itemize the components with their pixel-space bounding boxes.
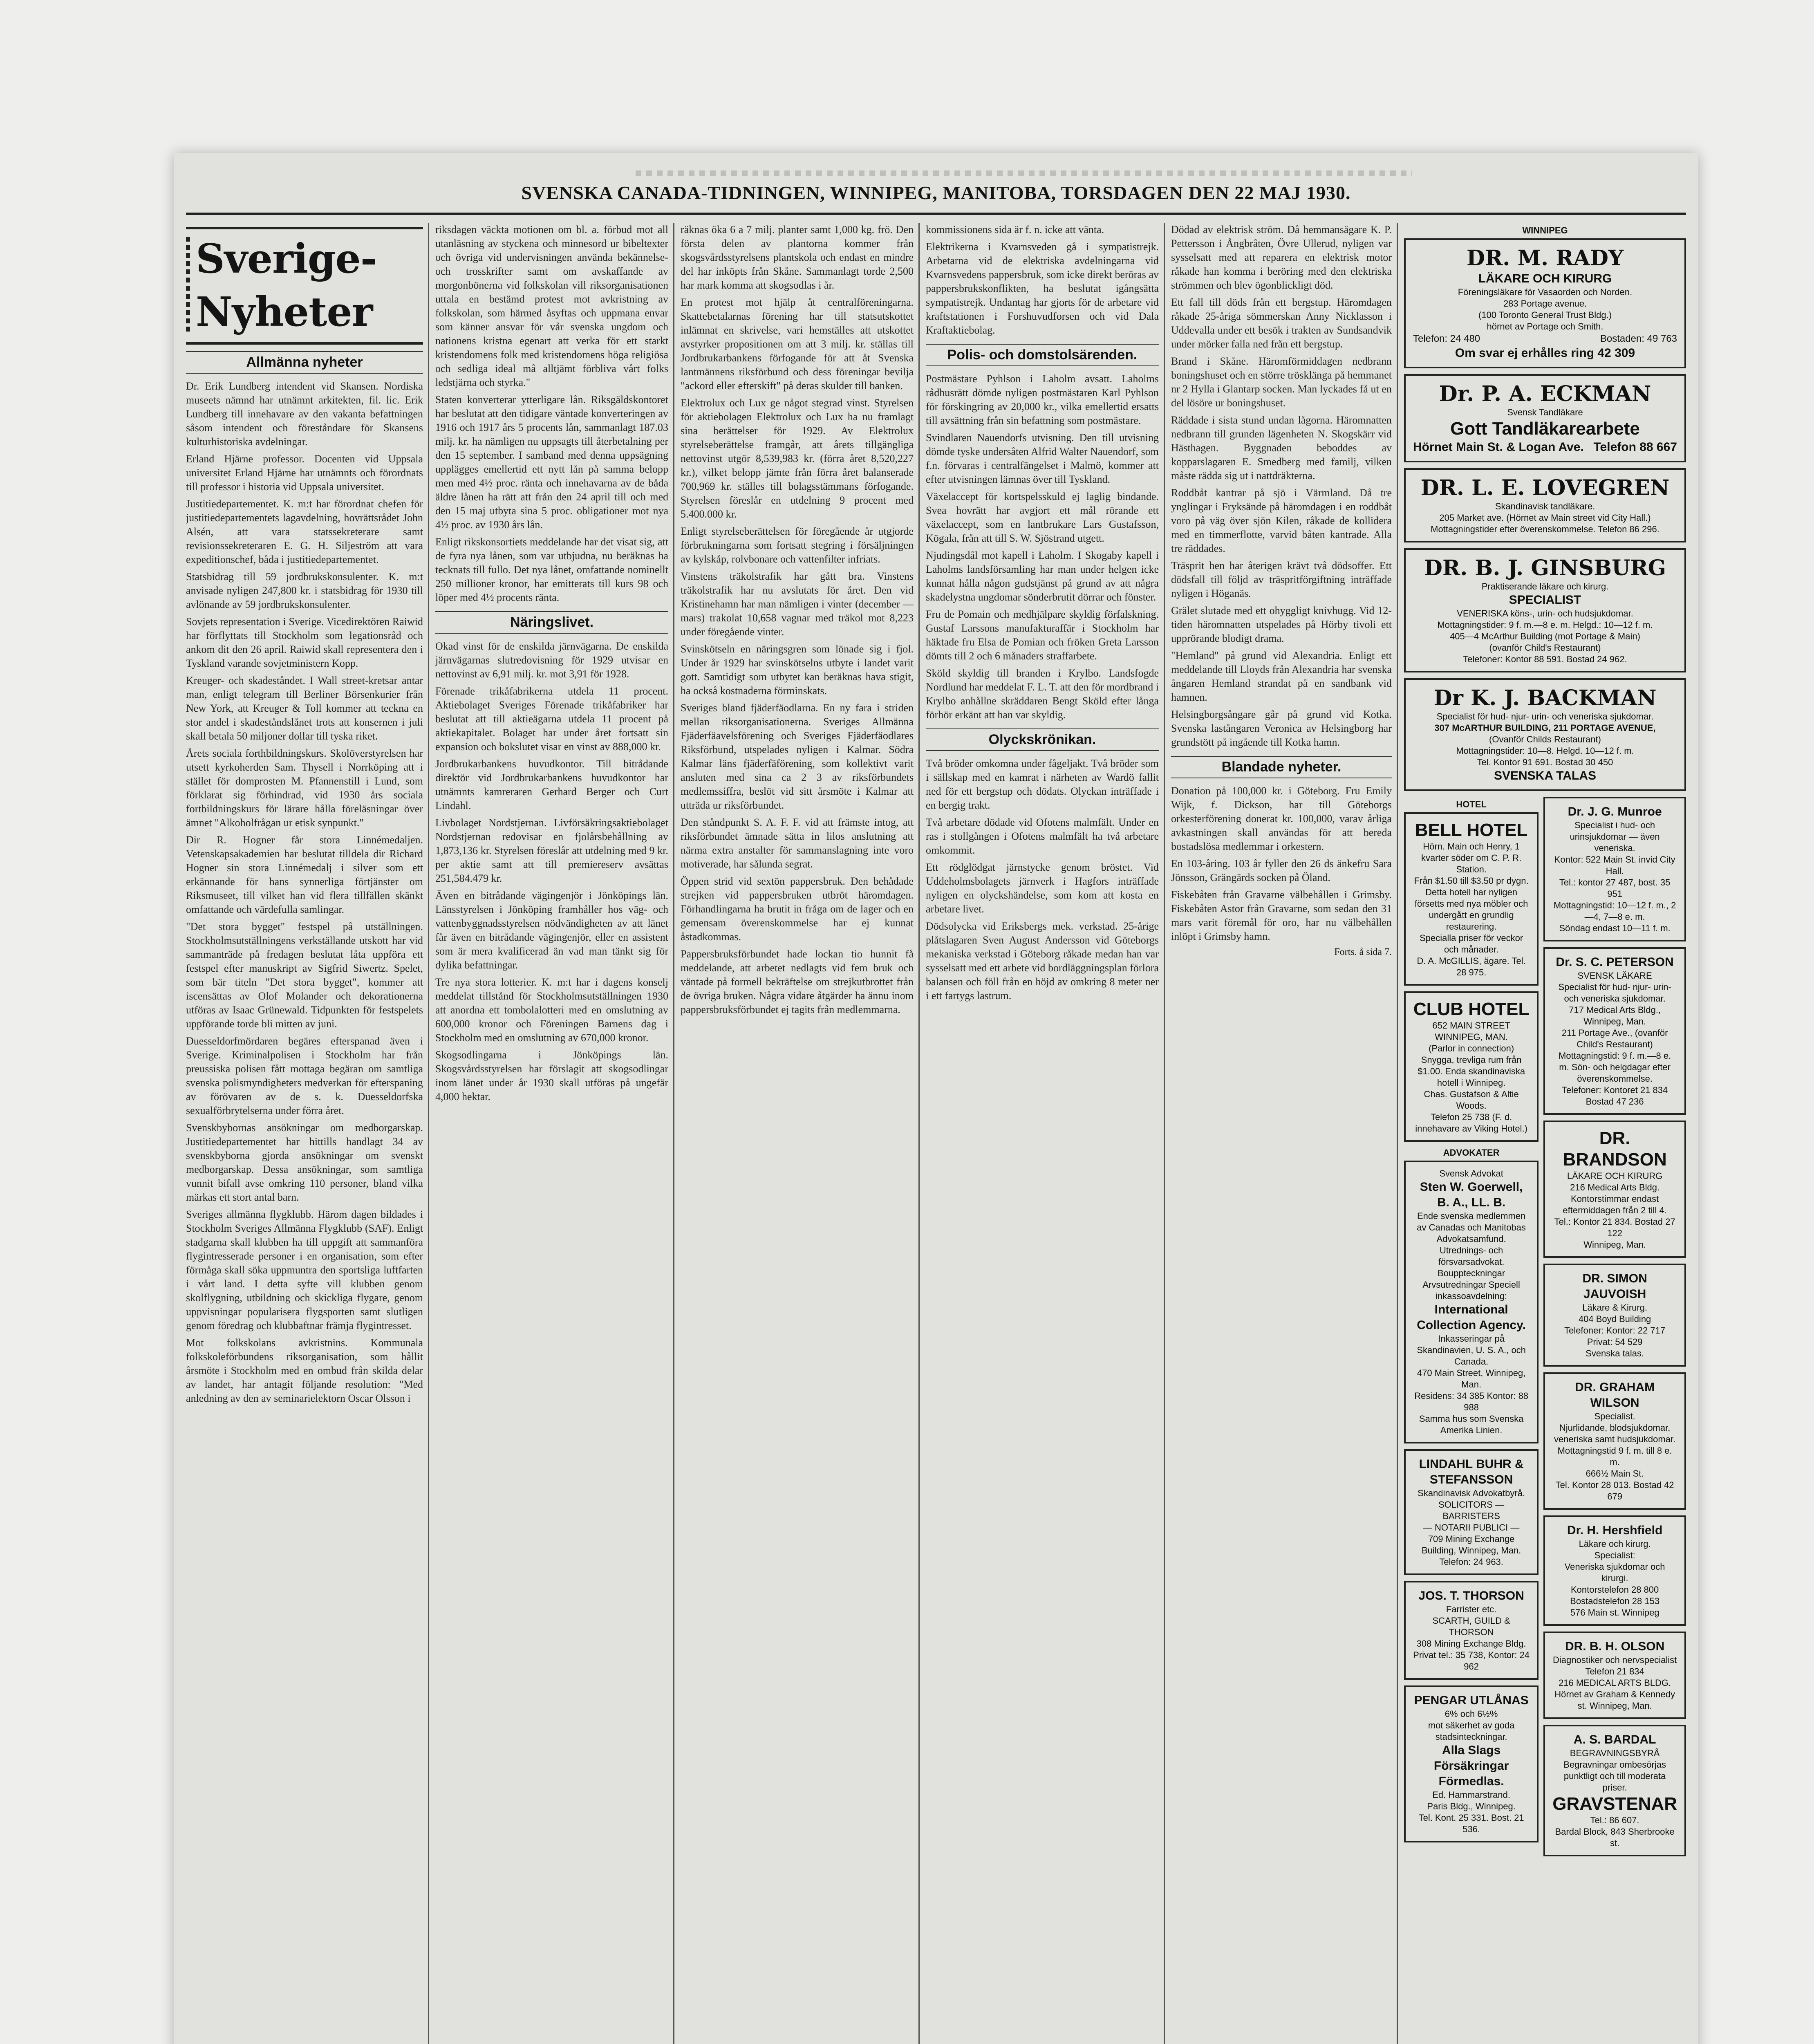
section-banner: Sverige-Nyheter xyxy=(186,227,423,345)
ad-headline: International Collection Agency. xyxy=(1417,1303,1526,1332)
ad-phone: Bostadstelefon 28 153 xyxy=(1570,1596,1660,1606)
ad-hershfield xyxy=(1543,1515,1686,1626)
ad-text: 6% och 6½% xyxy=(1444,1709,1498,1719)
ad-phone: Bostaden: 49 763 xyxy=(1600,333,1677,344)
article-paragraph: Njudingsdål mot kapell i Laholm. I Skogaby kapell i Laholms landsförsamling har man under helgen icke kunnat hålla någon gudstjänst på grund av att några skadelystna ungdomar sönderbrutit dörrar och fönster. xyxy=(926,549,1159,603)
article-paragraph: Svenskbybornas ansökningar om medborgarskap. Justitiedepartementet har hittills handlagt 34 av svenskbyborna gjorda ansökningar om svenskt medborgarskap. Dessa ansökningar, som samtliga vunnit bifall avse omkring 110 personer, bland vilka märkas ett stort antal barn. xyxy=(186,1122,423,1203)
article-paragraph: Växelaccept för kortspelsskuld ej laglig bindande. Svea hovrätt har avgjort ett mål rörande ett växelaccept, som en lantbrukare Lars Gustafsson, Kögala, från att till S. W. Sjöstrand utgett. xyxy=(926,491,1159,544)
section-heading: Olyckskrönikan. xyxy=(926,728,1159,751)
ad-eckman xyxy=(1404,374,1686,462)
ad-text: 283 Portage avenue. xyxy=(1503,298,1587,309)
article-paragraph: Donation på 100,000 kr. i Göteborg. Fru Emily Wijk, f. Dickson, har till Göteborgs orkesterförening donerat kr. 100,000, varav årliga avkastningen skall användas för att bereda bostadslösa medlemmar i orkestern. xyxy=(1171,785,1392,852)
ad-text: Ende svenska medlemmen av Canadas och Manitobas Advokatsamfund. xyxy=(1417,1211,1526,1244)
ad-address: 709 Mining Exchange Building, Winnipeg, Man. xyxy=(1421,1534,1521,1555)
ads-category-label: ADVOKATER xyxy=(1443,1148,1500,1158)
column-divider xyxy=(918,223,920,2044)
article-paragraph: Postmästare Pyhlson i Laholm avsatt. Laholms rådhusrätt dömde nyligen postmästaren Karl Pyhlson för förskingring av 20,000 kr., vilka emellertid ersatts till avsättning från sin befattning som postmästare. xyxy=(926,373,1159,426)
ad-club-hotel xyxy=(1404,991,1539,1142)
article-paragraph: Två arbetare dödade vid Ofotens malmfält. Under en ras i stollgången i Ofotens malmfält ha två arbetare omkommit. xyxy=(926,816,1159,856)
article-paragraph: Dödad av elektrisk ström. Då hemmansägare K. P. Pettersson i Ångbråten, Övre Ullerud, nyligen var sysselsatt med att reparera en elektrisk motor råkade han komma i beröring med den elektriska strömmen och blev ögonblickligt död. xyxy=(1171,224,1392,291)
ads-region-label: WINNIPEG xyxy=(1522,225,1568,235)
ad-address: 216 Medical Arts Bldg. xyxy=(1570,1182,1660,1192)
column-2 xyxy=(435,223,668,2044)
ad-name: Dr. J. G. Munroe xyxy=(1568,805,1662,818)
article-paragraph: Justitiedepartementet. K. m:t har förordnat chefen för justitiedepartementets lagavdelning, hovrättsrådet John Alsén, att vara statssekreterare samt revisionssekreteraren E. G. H. Siljeström att vara expeditionschef, båda i justitiedepartementet. xyxy=(186,498,423,565)
ad-address: 308 Mining Exchange Bldg. xyxy=(1416,1638,1526,1649)
ad-address: 404 Boyd Building xyxy=(1578,1314,1651,1324)
ad-name: DR. SIMON JAUVOISH xyxy=(1582,1272,1647,1301)
ad-rady xyxy=(1404,238,1686,368)
article-paragraph: räknas öka 6 a 7 milj. planter samt 1,000 kg. frö. Den första delen av plantorna kommer från skogsvårdsstyrelsens plantskola och endast en mindre del har inköpts från Skåne. Sammanlagt torde 2,500 har mark komma att skogsodlas i år. xyxy=(681,224,914,291)
ad-phone: Telefon: 24 963. xyxy=(1439,1557,1503,1567)
ad-address: 666½ Main St. xyxy=(1586,1468,1644,1479)
ads-right-subcolumn xyxy=(1543,797,1686,1862)
ad-text: Mottagningstider: 9 f. m.—8 e. m. Helgd.: 10—12 f. m. xyxy=(1437,620,1653,630)
article-paragraph: Ett fall till döds från ett bergstup. Häromdagen råkade 25-åriga sömmerskan Anny Nicklasson i Uddevalla under ett besök i trakten av Sundsandvik under mörker falla ned från ett bergstup. xyxy=(1171,296,1392,350)
article-paragraph: Roddbåt kantrar på sjö i Värmland. Då tre ynglingar i Fryksände på häromdagen i en roddbåt voro på väg över sjön Kilen, råkade de kollidera med en timmerflotte, varvid båten kantrade. Alla tre räddades. xyxy=(1171,487,1392,554)
ad-text: SOLICITORS — BARRISTERS xyxy=(1438,1499,1505,1521)
ad-text: (100 Toronto General Trust Bldg.) xyxy=(1478,310,1612,320)
ad-subtitle: Svensk Advokat xyxy=(1439,1168,1503,1179)
ad-phone: Telefon: 24 480 xyxy=(1413,333,1480,344)
ad-address: Hörnet av Graham & Kennedy st. Winnipeg, Man. xyxy=(1554,1689,1675,1711)
column-divider xyxy=(1397,223,1398,2044)
ad-text: Specialist för hud- njur- urin- och veneriska sjukdomar. xyxy=(1436,711,1654,722)
ad-headline: Alla Slags Försäkringar Förmedlas. xyxy=(1433,1744,1509,1788)
article-paragraph: Fiskebåten från Gravarne välbehållen i Grimsby. Fiskebåten Astor från Gravarne, som sedan den 31 mars varit föremål för oro, har nu välbehållen inlöpt i Grimsby hamn. xyxy=(1171,889,1392,942)
masthead xyxy=(186,166,1686,215)
ad-phone: Telefon 25 738 (F. d. innehavare av Viking Hotel.) xyxy=(1415,1112,1527,1134)
ad-text: — NOTARII PUBLICI — xyxy=(1423,1522,1520,1533)
ad-address: 652 MAIN STREET WINNIPEG, MAN. xyxy=(1432,1020,1510,1042)
ad-phone: Privat tel.: 35 738, Kontor: 24 962 xyxy=(1413,1650,1530,1672)
masthead-title: SVENSKA CANADA-TIDNINGEN, WINNIPEG, MANITOBA, TORSDAGEN DEN 22 MAJ 1930. xyxy=(521,182,1351,203)
ad-subtitle: Skandinavisk Advokatbyrå. xyxy=(1418,1488,1525,1498)
article-paragraph: Staten konverterar ytterligare lån. Riksgäldskontoret har beslutat att den tidigare väntade konverteringen av 1916 och 1917 års 5 procents lån, sammanlagt 187.03 milj. kr. ha nämligen nu uppsagts till återbetalning per den 15 september. I samband med denna uppsägning upplägges emellertid ett nytt lån på samma belopp men med 4½ proc. ränta och innehavarna av de båda äldre lånen ha rätt att från den 24 april till och med den 15 maj utbyta sina 5 proc. obligationer mot nya 4½ proc. av 1930 års lån. xyxy=(435,394,668,531)
ad-phone: Tel.: 86 607. xyxy=(1590,1815,1639,1825)
article-paragraph: Dr. Erik Lundberg intendent vid Skansen. Nordiska museets nämnd har utnämnt arkitekten, fil. lic. Erik Lundberg till innehavare av den vakanta befattningen såsom intendent och föreståndare för Skansens kulturhistoriska avdelningar. xyxy=(186,380,423,448)
article-paragraph: "Det stora bygget" festspel på utställningen. Stockholmsutställningens verkställande utskott har vid sammanträde på fredagen beslutat låta uppföra ett festspel efter manuskript av Sigfrid Siwertz. Spelet, som bär titeln "Det stora bygget", kommer att iscensättas av Olof Molander och dekorationerna utföras av Isaac Grünewald. Tidpunkten för festspelets uppförande torde bli mitten av juni. xyxy=(186,921,423,1030)
ad-hours: Mottagningstid: 9 f. m.—8 e. m. Sön- och helgdagar efter överenskommelse. xyxy=(1559,1051,1671,1084)
ad-pengar xyxy=(1404,1685,1539,1842)
ad-text: VENERISKA köns-, urin- och hudsjukdomar. xyxy=(1457,608,1633,619)
ad-hours: Mottagningstider: 10—8. Helgd. 10—12 f. m. xyxy=(1456,746,1634,756)
ad-text: Från $1.50 till $3.50 pr dygn. Detta hotell har nyligen försetts med nya möbler och undergått en grundlig restaurering. xyxy=(1414,876,1529,932)
ad-lindahl xyxy=(1404,1449,1539,1575)
ad-olson xyxy=(1543,1632,1686,1719)
ad-headline: SPECIALIST xyxy=(1509,593,1581,607)
article-paragraph: Statsbidrag till 59 jordbrukskonsulenter. K. m:t anvisade nyligen 247,800 kr. i statsbidrag för 1930 till avlönande av 59 jordbrukskonsulenter. xyxy=(186,571,423,610)
column-3 xyxy=(681,223,914,2044)
article-paragraph: "Hemland" på grund vid Alexandria. Enligt ett meddelande till Lloyds från Alexandria har svenska ångaren Hemland strandat på en sandbank vid hamnen. xyxy=(1171,650,1392,703)
article-paragraph: Elektrolux och Lux ge något stegrad vinst. Styrelsen för aktiebolagen Elektrolux och Lux ha nu framlagt sina berättelser för 1929. Av Elektrolux styrelseberättelse framgår, att årets tillgängliga nettovinst utgör 8,539,983 kr. (förra året 8,520,227 kr.), vilket belopp jämte från förra året balanserade 700,969 kr. ställes till bolagsstämmans förfogande. Styrelsen föreslår en utdelning 9 procent med 5.400.000 kr. xyxy=(681,397,914,520)
ad-text: Utrednings- och försvarsadvokat. Bouppteckningar Arvsutredningar Speciell inkassoavdelning: xyxy=(1422,1245,1520,1301)
ad-name: DR. M. RADY xyxy=(1466,246,1624,271)
ad-phone: Residens: 34 385 Kontor: 88 988 xyxy=(1414,1391,1529,1412)
ad-subtitle: LÄKARE OCH KIRURG xyxy=(1478,272,1612,285)
ad-address: 717 Medical Arts Bldg., Winnipeg, Man. xyxy=(1569,1005,1661,1026)
ad-name: A. S. BARDAL xyxy=(1573,1733,1656,1746)
ad-subtitle: Skandinavisk tandläkare. xyxy=(1495,501,1595,511)
article-paragraph: Dir R. Hogner får stora Linnémedaljen. Vetenskapsakademien har beslutat tilldela dir Richard Hogner sin stora Linnémedalj i silver som ett erkännande för hans synnerliga förtjänster om Riksmuseet, till vilket han vid flera tillfällen skänkt omfattande och värdefulla samlingar. xyxy=(186,834,423,915)
ad-phone: Tel. Kontor 28 013. Bostad 42 679 xyxy=(1555,1480,1674,1502)
article-paragraph: Mot folkskolans avkristnins. Kommunala folkskoleförbundens riksorganisation, som hållit årsmöte i Stockholm med en ombud från skilda delar av landet, har antagit följande resolution: "Med anledning av den av seminarielektorn Oscar Olsson i xyxy=(186,1337,423,1404)
ad-subtitle: Specialist i hud- och urinsjukdomar — även veneriska. xyxy=(1570,820,1660,853)
ad-phone: Telefon 21 834 xyxy=(1585,1666,1644,1676)
ad-bardal xyxy=(1543,1725,1686,1856)
ad-phone: Telefoner: Kontor 88 591. Bostad 24 962. xyxy=(1463,654,1627,664)
ad-text: SCARTH, GUILD & THORSON xyxy=(1432,1616,1510,1637)
ad-text: Chas. Gustafson & Altie Woods. xyxy=(1424,1089,1519,1111)
article-paragraph: Förenade trikåfabrikerna utdela 11 procent. Aktiebolaget Sveriges Förenade trikåfabriker har beslutat att till aktieägarna utdela 11 procent på aktiekapitalet. Bolaget har under året fortsatt sin expansion och bokslutet visar en vinst av 888,000 kr. xyxy=(435,685,668,753)
article-paragraph: Även en bitrådande vägingenjör i Jönköpings län. Länsstyrelsen i Jönköping framhåller hos väg- och vattenbyggnadsstyrelsen nödvändigheten av att länet får även en bitrådande vägingenjör, eller en assistent som är mera kvalificerad än vad man tänkt sig för dylika befattningar. xyxy=(435,890,668,971)
section-heading: Näringslivet. xyxy=(435,611,668,634)
ad-hours: Söndag endast 10—11 f. m. xyxy=(1559,923,1671,933)
ad-phone: Telefoner: Kontoret 21 834 Bostad 47 236 xyxy=(1561,1085,1668,1107)
article-paragraph: Träsprit hen har återigen krävt två dödsoffer. Ett dödsfall till följd av träspritförgiftning inträffade nyligen i Höganäs. xyxy=(1171,560,1392,599)
ad-name: Sten W. Goerwell, B. A., LL. B. xyxy=(1420,1180,1523,1209)
article-paragraph: Brand i Skåne. Häromförmiddagen nedbrann boningshuset och en större trösklänga på hemmanet nr 2 Hylla i Glantarp socken. Man lyckades få ut en del lösöre ur boningshuset. xyxy=(1171,355,1392,409)
ad-owner: D. A. McGILLIS, ägare. Tel. 28 975. xyxy=(1417,956,1526,977)
column-5 xyxy=(1171,223,1392,2044)
column-1 xyxy=(186,223,423,2044)
ad-text: hörnet av Portage och Smith. xyxy=(1487,321,1603,332)
article-paragraph: Öppen strid vid sextön pappersbruk. Den behådade strejken vid pappersbruken utbröt häromdagen. Förhandlingarna ha brutit in fråga om de lager och en gemensam överenskommelse har ej kunnat åstadkommas. xyxy=(681,875,914,943)
ad-subtitle: SVENSK LÄKARE xyxy=(1577,970,1652,981)
ad-address: 307 McARTHUR BUILDING, 211 PORTAGE AVENUE, xyxy=(1434,723,1656,733)
ad-text: (Ovanför Childs Restaurant) xyxy=(1489,734,1601,744)
ad-address-row xyxy=(1413,439,1677,455)
ad-text: Farrister etc. xyxy=(1446,1604,1497,1614)
ad-text: mot säkerhet av goda stadsinteckningar. xyxy=(1428,1720,1515,1742)
article-paragraph: Erland Hjärne professor. Docenten vid Uppsala universitet Erland Hjärne har utnämnts och förordnats till professor i historia vid Uppsala universitet. xyxy=(186,453,423,493)
article-paragraph: Enligt rikskonsortiets meddelande har det visat sig, att de fyra nya lånen, som var utbjudna, nu beräknas ha tecknats till fullo. Det nya lånet, omfattande nominellt 250 millioner kronor, har emitterats till kurs 98 och löper med 4½ procents ränta. xyxy=(435,536,668,603)
ad-text: Samma hus som Svenska Amerika Linien. xyxy=(1419,1414,1524,1435)
article-paragraph: Sköld skyldig till branden i Krylbo. Landsfogde Nordlund har meddelat F. L. T. att den för mordbrand i Krylbo anhållne skräddaren Bengt Sköld efter långa förhör erkänt att han var skyldig. xyxy=(926,667,1159,721)
ad-munroe xyxy=(1543,797,1686,941)
ad-text: Snygga, trevliga rum från $1.00. Enda skandinaviska hotell i Winnipeg. xyxy=(1418,1055,1525,1088)
ad-address: Kontor: 522 Main St. invid City Hall. xyxy=(1554,854,1675,876)
ad-text: Föreningsläkare för Vasaorden och Norden. xyxy=(1458,287,1633,297)
article-paragraph: Den ståndpunkt S. A. F. F. vid att främste intog, att riksförbundet ämnade sätta in lilos anslutning att närma extra anstalter för sammanslagning inte voro motiverade, har sålunda segrat. xyxy=(681,816,914,870)
article-paragraph: Dödsolycka vid Eriksbergs mek. verkstad. 25-årige plåtslagaren Sven August Andersson vid Göteborgs mekaniska verkstad i Göteborg råkade medan han var sysselsatt med ett arbete vid bordläggningsplan förlora balansen och föll från en höjd av omkring 8 meter ner i ett fartygs lastrum. xyxy=(926,920,1159,1002)
ad-text: Diagnostiker och nervspecialist xyxy=(1552,1655,1677,1665)
ad-backman xyxy=(1404,678,1686,791)
ad-note: Om svar ej erhålles ring 42 309 xyxy=(1455,346,1635,360)
ad-text: Specialist för hud- njur- urin- och veneriska sjukdomar. xyxy=(1558,982,1671,1004)
ad-name: CLUB HOTEL xyxy=(1413,999,1530,1019)
article-paragraph: Två bröder omkomna under fågeljakt. Två bröder som i sällskap med en kamrat i närheten av Wardö fallit ned för ett bergstup och dödats. Olyckan inträffade i en bergig trakt. xyxy=(926,758,1159,811)
faded-header-strip xyxy=(636,170,1412,176)
article-paragraph: Enligt styrelseberättelsen för föregående år utgjorde förbrukningarna som fortsatt stegring i försäljningen av kylskåp, rolvbonare och vattenfilter infriats. xyxy=(681,525,914,565)
article-paragraph: Ett rödglödgat järnstycke genom bröstet. Vid Uddeholmsbolagets järnverk i Hagfors inträffade nyligen en olyckshändelse, som kom att kosta en arbetare livet. xyxy=(926,861,1159,915)
section-heading: Blandade nyheter. xyxy=(1171,756,1392,778)
article-paragraph: Duesseldorfmördaren begäres efterspanad även i Sverige. Kriminalpolisen i Stockholm har från preussiska polisen fått mottaga begäran om samtliga svenska polismyndigheters medverkan för efterspaning av förövaren av de s. k. Duesseldorfska sexualförbrytelserna under förra året. xyxy=(186,1035,423,1116)
ad-subtitle: Läkare och kirurg. xyxy=(1579,1539,1651,1549)
article-paragraph: Okad vinst för de enskilda järnvägarna. De enskilda järnvägarnas slutredovisning för 1929 utvisar en nettovinst av 6,91 milj. kr. mot 3,91 för 1928. xyxy=(435,640,668,680)
ad-hours: Mottagningstid 9 f. m. till 8 e. m. xyxy=(1557,1446,1672,1467)
ad-subtitle: Läkare & Kirurg. xyxy=(1582,1302,1648,1313)
ad-phone: Tel. Kontor 91 691. Bostad 30 450 xyxy=(1477,757,1613,767)
article-paragraph: Räddade i sista stund undan lågorna. Häromnatten nedbrann till grunden lägenheten N. Skogskärr vid Hästhagen. Byggnaden beboddes av kopparslagaren E. Smedberg med familj, vilken måste rädda sig ut i nattdräkterna. xyxy=(1171,414,1392,482)
ad-text: Winnipeg, Man. xyxy=(1583,1239,1646,1250)
article-paragraph: Skogsodlingarna i Jönköpings län. Skogsvårdsstyrelsen har förslagit att skogsodlingar inom länet under år 1930 skall utföras på ungefär 4,000 hektar. xyxy=(435,1049,668,1103)
ad-note: SVENSKA TALAS xyxy=(1494,769,1597,782)
ad-peterson xyxy=(1543,947,1686,1115)
ad-text: Specialist: xyxy=(1594,1550,1635,1560)
continued-note: Forts. å sida 7. xyxy=(1334,947,1392,957)
ad-name: Dr. S. C. PETERSON xyxy=(1556,955,1674,969)
ad-thorson xyxy=(1404,1581,1539,1680)
article-paragraph: Grälet slutade med ett ohyggligt knivhugg. Vid 12-tiden häromnatten utspelades på Hörby tivoli ett upprörande blodigt drama. xyxy=(1171,605,1392,644)
ad-lovegren xyxy=(1404,468,1686,542)
ad-name: DR. B. H. OLSON xyxy=(1565,1640,1665,1653)
ad-address: Bardal Block, 843 Sherbrooke st. xyxy=(1555,1827,1675,1848)
article-paragraph: Årets sociala forthbildningskurs. Skolöverstyrelsen har utsett kyrkoherden Sam. Thysell i Norrköping att i stället för domprosten M. Pfannenstill i Lund, som förklarat sig förhindrad, vid 1930 års sociala fortbildningskurs för lärare hålla föreläsningar över ämnet "Alkoholfrågan ur etisk synpunkt." xyxy=(186,747,423,829)
article-paragraph: Sovjets representation i Sverige. Vicedirektören Raiwid har förflyttats till Stockholm som legationsråd och ankom dit den 26 april. Raiwid skall representera den i Tyskland varande sovjetministern Kopp. xyxy=(186,616,423,669)
article-paragraph: En protest mot hjälp åt centralföreningarna. Skattebetalarnas förening har till statsutskottet inlämnat en skrivelse, vari hemställes att utskottet avstyrker propositionen om att 3 milj. kr. ställas till Jordbrukarbankens förfogande för att åt Svenska lantmännens riksförbund och dess föreningar bevilja "ackord eller efterskift" på deras skulder till banken. xyxy=(681,296,914,392)
ad-address: Hörnet Main St. & Logan Ave. xyxy=(1413,440,1584,454)
ad-text: (ovanför Child's Restaurant) xyxy=(1489,643,1601,653)
ad-bell-hotel xyxy=(1404,812,1539,986)
ad-owner: Ed. Hammarstrand. xyxy=(1432,1790,1510,1800)
article-paragraph: Vinstens träkolstrafik har gått bra. Vinstens träkolstrafik har nu avslutats för året. Den vid Kristinehamn har man nämligen i vinter (december — mars) trakolat 10,658 vagnar med träkol mot 8,223 under föregående vinter. xyxy=(681,570,914,638)
article-paragraph: Tre nya stora lotterier. K. m:t har i dagens konselj meddelat tillstånd för Stockholmsutställningen 1930 att anordna ett tombolalotteri med en omslutning av 600,000 kronor och Föreningen Barnens dag i Stockholm med en omslutning av 670,000 kronor. xyxy=(435,976,668,1044)
ad-name: JOS. T. THORSON xyxy=(1418,1589,1524,1602)
ads-column xyxy=(1404,223,1686,2044)
ad-name: Dr K. J. BACKMAN xyxy=(1433,686,1657,710)
ad-phone: Tel.: kontor 27 487, bost. 35 951 xyxy=(1559,877,1671,899)
ad-subtitle: LÄKARE OCH KIRURG xyxy=(1567,1171,1663,1181)
ad-address: 470 Main Street, Winnipeg, Man. xyxy=(1417,1368,1526,1390)
article-paragraph: riksdagen väckta motionen om bl. a. förbud mot all utanläsning av styckena och minnesord ur bibeltexter och övriga vid undervisningen använda bekännelse- och trosskrifter samt om avskaffande av morgonbönerna vid folkskolan vill riksorganisationen uttala en bestämd protest mot avkristning av folkskolan, som härmed åsyftas och uppmana envar som känner ansvar för vår svenska ungdom och nationens kristna egenart att verka för ett starkt kristendomens folk med kristendomens höga religiösa och sedliga ideal må alltjämt förbliva vårt folks ledstjärna och styrka." xyxy=(435,224,668,388)
ad-phone: Kontorstelefon 28 800 xyxy=(1570,1585,1659,1595)
article-paragraph: Sveriges bland fjäderfäodlarna. En ny fara i striden mellan riksorganisationerna. Sveriges Allmänna Fjäderfäavelsförening och Sveriges Fjäderfäodlares Riksförbund, utspelades nyligen i Kalmar. Södra Kalmar läns fjäderfäförening, som kollektivt varit ansluten med sina ca 2 3 av riksförbundets medlemssiffra, beslöt vid sitt årsmöte i Kalmar att utträda ur riksförbundet. xyxy=(681,702,914,811)
ad-name: DR. L. E. LOVEGREN xyxy=(1420,475,1670,500)
ad-name: Dr. P. A. ECKMAN xyxy=(1439,381,1651,406)
article-paragraph: Pappersbruksförbundet hade lockan tio hunnit få meddelande, att arbetet nedlagts vid fem bruk och väntade på formell bekräftelse om strejkutbrottet från de övriga bruken. Några vidare åtgärder ha ännu inom pappersbruksförbundet ej tagits från medlemmarna. xyxy=(681,948,914,1015)
ad-phone: Telefon 88 667 xyxy=(1593,440,1677,454)
ad-hours: Kontorstimmar endast eftermiddagen från 2 till 4. xyxy=(1563,1194,1667,1215)
ad-phone: Tel. Kont. 25 331. Bost. 21 536. xyxy=(1418,1813,1524,1834)
article-paragraph: En 103-åring. 103 år fyller den 26 ds änkefru Sara Jönsson, Grängärds socken på Öland. xyxy=(1171,858,1392,883)
ad-phone: Tel.: Kontor 21 834. Bostad 27 122 xyxy=(1554,1217,1675,1238)
ad-address: 576 Main st. Winnipeg xyxy=(1570,1607,1659,1618)
article-paragraph: Kreuger- och skadeståndet. I Wall street-kretsar antar man, enligt telegram till Berliner Börsenkurier från New York, att Kreuger & Toll kommer att teckna en stor andel i skadeståndslånet trots att konsernen i juli skall betala 50 miljoner dollar till tyska riket. xyxy=(186,675,423,742)
ads-category-label: HOTEL xyxy=(1456,799,1487,809)
ad-hours: Mottagningstid: 10—12 f. m., 2—4, 7—8 e. m. xyxy=(1553,900,1676,922)
ad-name: Dr. H. Hershfield xyxy=(1567,1524,1663,1537)
ad-subtitle: Praktiserande läkare och kirurg. xyxy=(1481,581,1609,592)
ad-text: Specialla priser för veckor och månader. xyxy=(1420,933,1523,955)
ad-name: PENGAR UTLÅNAS xyxy=(1414,1694,1529,1707)
article-paragraph: Helsingborgsångare går på grund vid Kotka. Svenska lastångaren Veronica av Helsingborg har grundstött på ingående till Kotka hamn. xyxy=(1171,708,1392,748)
ad-headline: GRAVSTENAR xyxy=(1552,1794,1677,1814)
ad-text: Njurlidande, blodsjukdomar, veneriska samt hudsjukdomar. xyxy=(1554,1423,1676,1444)
ad-wilson xyxy=(1543,1372,1686,1510)
ad-subtitle: Svensk Tandläkare xyxy=(1507,407,1583,417)
ad-name: DR. GRAHAM WILSON xyxy=(1575,1381,1655,1410)
ad-text: (Parlor in connection) xyxy=(1429,1043,1514,1053)
ad-address: 205 Market ave. (Hörnet av Main street vid City Hall.) xyxy=(1439,513,1651,523)
ad-name: LINDAHL BUHR & STEFANSSON xyxy=(1419,1457,1524,1486)
ad-brandson xyxy=(1543,1121,1686,1258)
ads-left-subcolumn xyxy=(1404,797,1539,1862)
ad-phone-row xyxy=(1413,332,1677,345)
ad-name: DR. B. J. GINSBURG xyxy=(1424,556,1666,580)
ad-text: Hörn. Main och Henry, 1 kvarter söder om C. P. R. Station. xyxy=(1421,841,1522,874)
ad-note: Svenska talas. xyxy=(1586,1348,1644,1358)
ad-address: Paris Bldg., Winnipeg. xyxy=(1427,1801,1516,1811)
ad-ginsburg xyxy=(1404,548,1686,672)
ad-phone: Telefoner: Kontor: 22 717 Privat: 54 529 xyxy=(1564,1325,1666,1347)
newspaper-page xyxy=(174,153,1698,2044)
ad-name: DR. BRANDSON xyxy=(1563,1128,1667,1170)
article-paragraph: kommissionens sida är f. n. icke att vänta. xyxy=(926,224,1104,235)
ad-name: BELL HOTEL xyxy=(1415,820,1528,840)
column-divider xyxy=(673,223,674,2044)
ad-address: 211 Portage Ave., (ovanför Child's Restaurant) xyxy=(1561,1028,1668,1049)
ad-text: 405—4 McArthur Building (mot Portage & Main) xyxy=(1450,631,1640,641)
ad-jauvoish xyxy=(1543,1264,1686,1367)
article-paragraph: Sveriges allmänna flygklubb. Härom dagen bildades i Stockholm Sveriges Allmänna Flygklubb (SAF). Enligt stadgarna skall klubben ha till uppgift att sammanföra flygintresserade personer i en organisation, som efter förmåga skall söka uppmuntra den sportsliga luftfarten i vårt land. I detta syfte vill klubben genom skolflygning, utbildning och skickliga flygare, genom uppvisningar popularisera flygsporten samt slutligen genom föredrag och klubbaftnar främja flygintresset. xyxy=(186,1208,423,1331)
column-divider xyxy=(428,223,429,2044)
ad-goerwell xyxy=(1404,1161,1539,1443)
section-heading: Polis- och domstolsärenden. xyxy=(926,344,1159,366)
ad-headline: Gott Tandläkarearbete xyxy=(1450,419,1640,439)
article-paragraph: Jordbrukarbankens huvudkontor. Till bitrådande direktör vid Jordbrukarbankens huvudkontor har utnämnts kamreraren Gerhard Berger och Curt Lindahl. xyxy=(435,758,668,811)
article-paragraph: Svindlaren Nauendorfs utvisning. Den till utvisning dömde tyske undersåten Alfrid Walter Nauendorf, som f.n. förvaras i centralfängelset i Malmö, kommer att efter utvisningen lämnas över till Tyskland. xyxy=(926,432,1159,485)
ad-text: Veneriska sjukdomar och kirurgi. xyxy=(1564,1562,1665,1583)
ads-two-column-area xyxy=(1404,797,1686,1862)
section-heading: Allmänna nyheter xyxy=(186,351,423,374)
column-4 xyxy=(926,223,1159,2044)
ad-subtitle: Specialist. xyxy=(1594,1411,1635,1421)
column-divider xyxy=(1164,223,1165,2044)
ad-text: Inkasseringar på Skandinavien, U. S. A., och Canada. xyxy=(1417,1334,1526,1367)
ad-text: Begravningar ombesörjas punktligt och till moderata priser. xyxy=(1563,1759,1666,1793)
article-paragraph: Svinskötseln en näringsgren som lönade sig i fjol. Under år 1929 har svinskötselns utbyte i landet varit gott. Samtidigt som utbytet kan beräknas hava stigit, ha också kostnaderna förminskats. xyxy=(681,643,914,697)
ad-address: 216 MEDICAL ARTS BLDG. xyxy=(1559,1678,1671,1688)
ad-hours: Mottagningstider efter överenskommelse. Telefon 86 296. xyxy=(1431,524,1659,534)
article-paragraph: Fru de Pomain och medhjälpare skyldig förfalskning. Gustaf Larssons manufakturaffär i Stockholm har häktade fru Elsa de Pomian och fröken Greta Larsson dömts till 2 och 6 månaders straffarbete. xyxy=(926,608,1159,662)
ad-subtitle: BEGRAVNINGSBYRÅ xyxy=(1570,1748,1660,1758)
article-paragraph: Elektrikerna i Kvarnsveden gå i sympatistrejk. Arbetarna vid de elektriska avdelningarna vid Kvarnsvedens pappersbruk, som icke direkt beröras av pappersbrukskonflikten, ha beslutat igångsätta sympatistrejk. Undantag har gjorts för de arbetare vid kraftstationen i Forshuvudforsen och vid Dala Kraftaktiebolag. xyxy=(926,241,1159,336)
article-paragraph: Livbolaget Nordstjernan. Livförsäkringsaktiebolaget Nordstjernan redovisar en fjolårsbehållning av 1,873,136 kr. Styrelsen föreslår att utdelning med 9 kr. per aktie samt att till premiereserv avsättas 251,584.479 kr. xyxy=(435,817,668,884)
